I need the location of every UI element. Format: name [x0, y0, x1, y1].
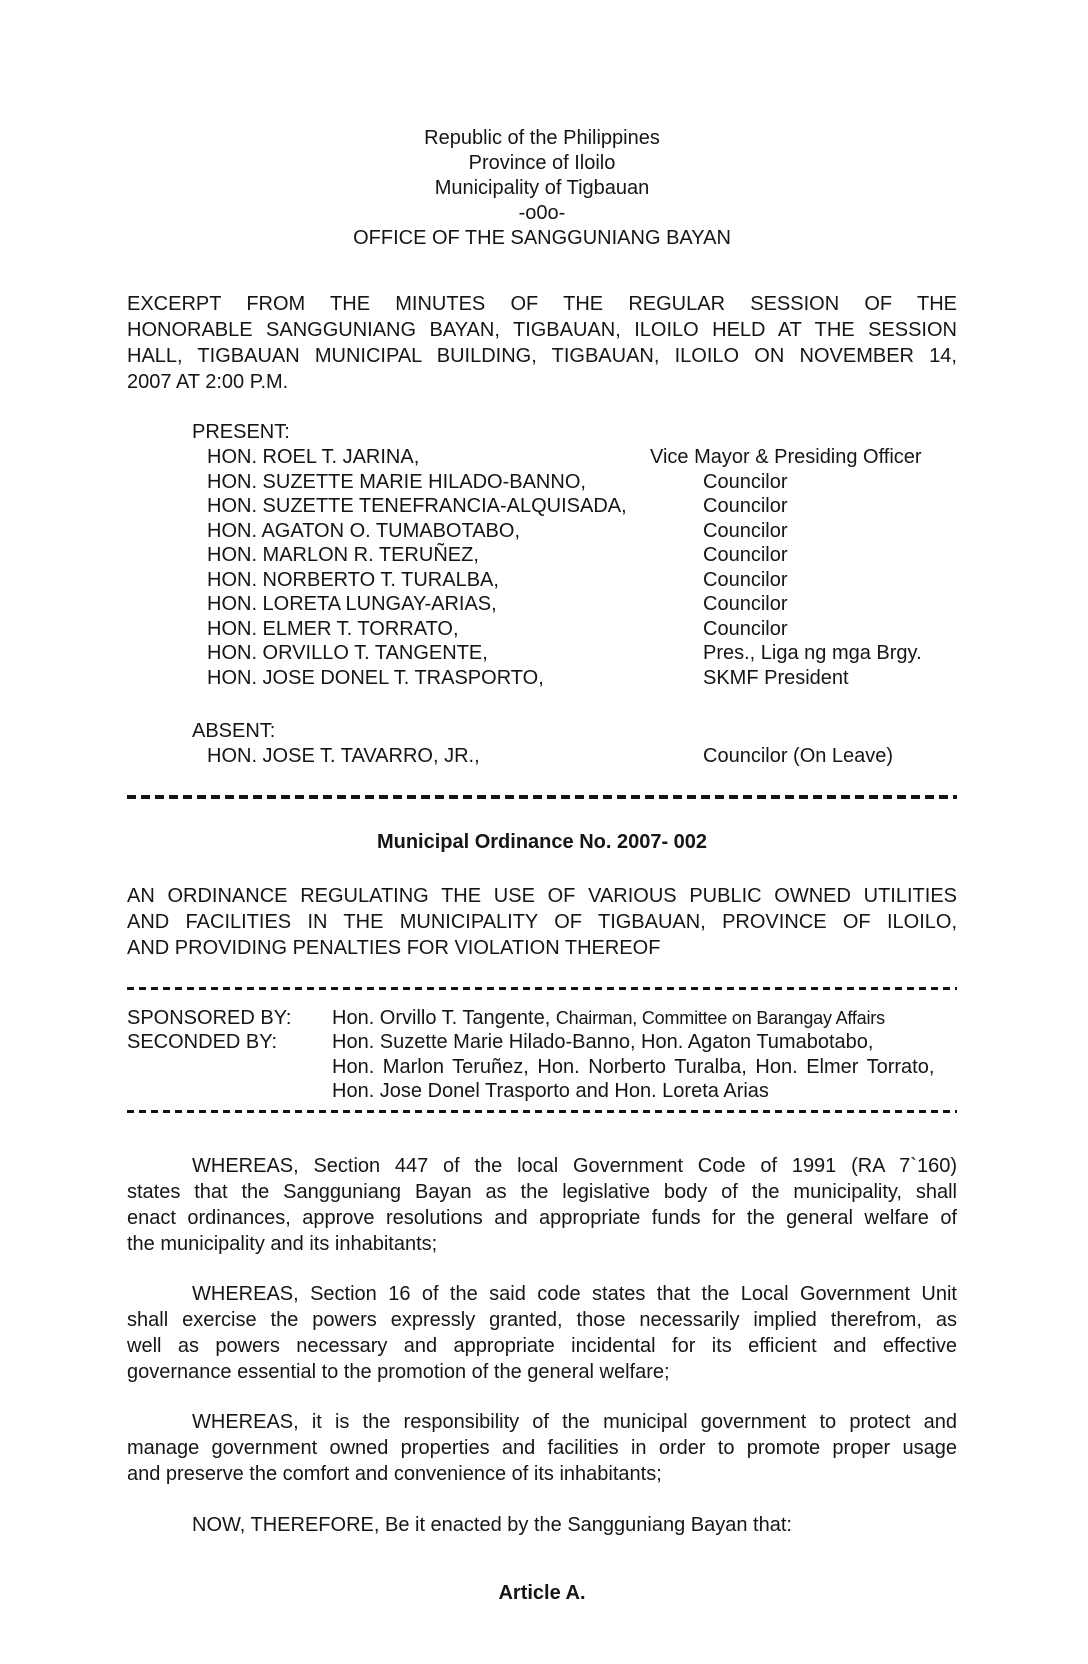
- sponsor-role: Chairman, Committee on Barangay Affairs: [555, 1007, 885, 1028]
- excerpt-line: HONORABLE SANGGUNIANG BAYAN, TIGBAUAN, ILOILO HELD AT THE SESSION: [127, 319, 957, 341]
- member-name: HON. SUZETTE TENEFRANCIA-ALQUISADA,: [207, 495, 627, 517]
- member-position: Councilor: [703, 495, 788, 517]
- member-position: Councilor: [703, 568, 788, 591]
- ordinance-title-line: AND PROVIDING PENALTIES FOR VIOLATION THEREOF: [127, 936, 661, 959]
- absent-row: [127, 744, 957, 769]
- whereas-line: WHEREAS, it is the responsibility of the municipal government to protect and: [192, 1410, 957, 1433]
- member-name: HON. ELMER T. TORRATO,: [207, 617, 459, 640]
- letterhead-ornament: -o0o-: [518, 202, 566, 224]
- member-position: Councilor: [703, 470, 788, 493]
- ordinance-title-line: AN ORDINANCE REGULATING THE USE OF VARIOUS PUBLIC OWNED UTILITIES: [127, 884, 957, 907]
- present-row: [127, 470, 957, 495]
- ordinance-title-line: AND FACILITIES IN THE MUNICIPALITY OF TIGBAUAN, PROVINCE OF ILOILO,: [127, 910, 957, 933]
- sponsored-by-row: [127, 1006, 957, 1031]
- whereas-line: well as powers necessary and appropriate incidental for its efficient and effective: [127, 1334, 957, 1357]
- member-position: Councilor: [703, 519, 788, 542]
- ordinance-title-paragraph: [127, 883, 957, 961]
- present-row: [127, 494, 957, 519]
- letterhead-province: Province of Iloilo: [468, 152, 616, 174]
- whereas-line: and preserve the comfort and convenience of its inhabitants;: [127, 1462, 662, 1485]
- member-name: HON. LORETA LUNGAY-ARIAS,: [207, 593, 497, 615]
- member-position: SKMF President: [703, 666, 849, 689]
- letterhead-office: OFFICE OF THE SANGGUNIANG BAYAN: [353, 227, 731, 249]
- member-position: Councilor (On Leave): [703, 745, 894, 767]
- enactment-clause: NOW, THEREFORE, Be it enacted by the Sangguniang Bayan that:: [192, 1513, 792, 1536]
- present-row: [127, 519, 957, 544]
- letterhead: [127, 126, 957, 251]
- whereas-paragraph: [127, 1153, 957, 1257]
- member-position: Councilor: [703, 544, 788, 566]
- whereas-line: shall exercise the powers expressly granted, those necessarily implied therefrom, as: [127, 1308, 957, 1331]
- letterhead-republic: Republic of the Philippines: [424, 127, 660, 149]
- seconded-line: Hon. Marlon Teruñez, Hon. Norberto Turalba, Hon. Elmer Torrato,: [332, 1055, 935, 1078]
- absent-heading: ABSENT:: [192, 720, 276, 742]
- dashed-separator: [127, 987, 957, 990]
- sponsored-by-content: [332, 1006, 957, 1031]
- whereas-line: WHEREAS, Section 16 of the said code states that the Local Government Unit: [192, 1282, 957, 1305]
- member-position: Pres., Liga ng mga Brgy.: [703, 642, 922, 664]
- whereas-paragraph: [127, 1281, 957, 1385]
- seconded-continuation-row: [127, 1079, 957, 1104]
- article-heading: Article A.: [498, 1581, 586, 1604]
- present-row: [127, 617, 957, 642]
- present-row: [127, 641, 957, 666]
- member-position: Vice Mayor & Presiding Officer: [650, 446, 922, 468]
- member-name: HON. SUZETTE MARIE HILADO-BANNO,: [207, 470, 586, 493]
- member-position: Councilor: [703, 593, 788, 615]
- seconded-by-row: [127, 1030, 957, 1055]
- excerpt-line: 2007 AT 2:00 P.M.: [127, 371, 289, 393]
- seconded-continuation-row: [127, 1055, 957, 1080]
- member-position: Councilor: [703, 617, 788, 640]
- member-name: HON. AGATON O. TUMABOTABO,: [207, 519, 521, 542]
- attendance-section: [127, 419, 957, 769]
- sponsorship-section: [127, 1006, 957, 1104]
- absent-section: [127, 718, 957, 769]
- whereas-line: the municipality and its inhabitants;: [127, 1232, 438, 1255]
- sponsored-by-label: SPONSORED BY:: [127, 1006, 292, 1029]
- whereas-line: WHEREAS, Section 447 of the local Government Code of 1991 (RA 7`160): [192, 1154, 957, 1177]
- member-name: HON. JOSE DONEL T. TRASPORTO,: [207, 666, 544, 689]
- excerpt-line: EXCERPT FROM THE MINUTES OF THE REGULAR SESSION OF THE: [127, 293, 957, 315]
- member-name: HON. NORBERTO T. TURALBA,: [207, 568, 499, 591]
- whereas-line: enact ordinances, approve resolutions and appropriate funds for the general welfare of: [127, 1206, 957, 1229]
- present-row: [127, 666, 957, 691]
- seconded-line: Hon. Jose Donel Trasporto and Hon. Loreta Arias: [332, 1080, 769, 1102]
- member-name: HON. ROEL T. JARINA,: [207, 446, 420, 468]
- present-row: [127, 592, 957, 617]
- dashed-separator: [127, 795, 957, 799]
- dashed-separator: [127, 1110, 957, 1113]
- ordinance-number-title: Municipal Ordinance No. 2007- 002: [376, 830, 708, 853]
- present-row: [127, 568, 957, 593]
- present-row: [127, 445, 957, 470]
- seconded-line: Hon. Suzette Marie Hilado-Banno, Hon. Agaton Tumabotabo,: [332, 1031, 874, 1053]
- member-name: HON. MARLON R. TERUÑEZ,: [207, 544, 479, 566]
- seconded-by-label: SECONDED BY:: [127, 1031, 278, 1053]
- excerpt-line: HALL, TIGBAUAN MUNICIPAL BUILDING, TIGBAUAN, ILOILO ON NOVEMBER 14,: [127, 345, 957, 367]
- sponsor-name: Hon. Orvillo T. Tangente,: [332, 1006, 551, 1029]
- whereas-line: manage government owned properties and facilities in order to promote proper usage: [127, 1436, 957, 1459]
- whereas-line: states that the Sangguniang Bayan as the legislative body of the municipality, shall: [127, 1180, 957, 1203]
- member-name: HON. ORVILLO T. TANGENTE,: [207, 642, 488, 664]
- excerpt-paragraph: [127, 291, 957, 395]
- present-row: [127, 543, 957, 568]
- whereas-paragraph: [127, 1409, 957, 1487]
- letterhead-municipality: Municipality of Tigbauan: [434, 177, 650, 199]
- whereas-line: governance essential to the promotion of the general welfare;: [127, 1360, 670, 1383]
- present-heading: PRESENT:: [192, 421, 290, 443]
- member-name: HON. JOSE T. TAVARRO, JR.,: [207, 745, 480, 767]
